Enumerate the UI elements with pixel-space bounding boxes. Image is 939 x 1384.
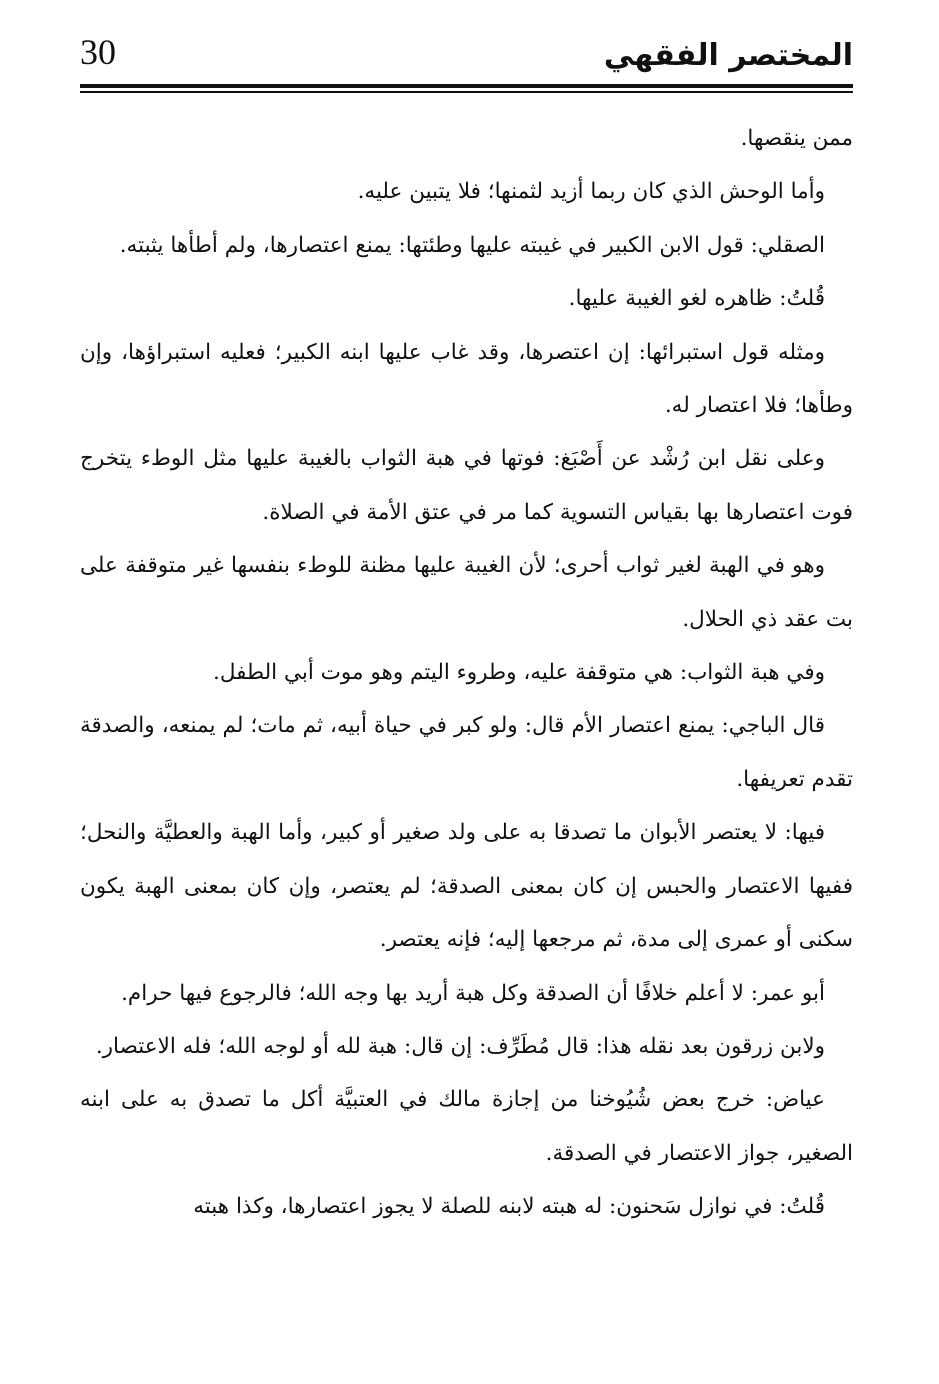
- paragraph-1: ممن ينقصها.: [740, 126, 853, 151]
- paragraph-3: الصقلي: قول الابن الكبير في غيبته عليها وطئتها: يمنع اعتصارها، ولم أطأها يثبته.: [119, 232, 825, 258]
- page-body: [80, 112, 853, 1234]
- header-rule-thin: [80, 91, 853, 93]
- paragraph-4: قُلتُ: ظاهره لغو الغيبة عليها.: [568, 286, 825, 312]
- paragraph-13: عياض: خرج بعض شُيُوخنا من إجازة مالك في العتبيَّة أكل ما تصدق به على ابنه الصغير، جواز الاعتصار في الصدقة.: [80, 1087, 853, 1166]
- paragraph-14: قُلتُ: في نوازل سَحنون: له هبته لابنه للصلة لا يجوز اعتصارها، وكذا هبته: [193, 1194, 825, 1220]
- running-title: المختصر الفقهي: [603, 38, 853, 73]
- paragraph-9: قال الباجي: يمنع اعتصار الأم قال: ولو كبر في حياة أبيه، ثم مات؛ لم يمنعه، والصدقة تقدم تعريفها.: [80, 713, 853, 792]
- paragraph-2: وأما الوحش الذي كان ربما أزيد لثمنها؛ فلا يتبين عليه.: [357, 179, 825, 205]
- paragraph-10: فيها: لا يعتصر الأبوان ما تصدقا به على ولد صغير أو كبير، وأما الهبة والعطيَّة والنحل؛ ففيها الاعتصار والحبس إن كان بمعنى الصدقة؛ لم يعتصر، وإن كان بمعنى الهبة يكون سكنى أو عمرى إلى مدة، ثم مرجعها إليه؛ فإنه يعتصر.: [80, 820, 853, 953]
- page-header: [80, 26, 853, 96]
- paragraph-11: أبو عمر: لا أعلم خلافًا أن الصدقة وكل هبة أريد بها وجه الله؛ فالرجوع فيها حرام.: [121, 980, 825, 1006]
- paragraph-12: ولابن زرقون بعد نقله هذا: قال مُطَرِّف: إن قال: هبة لله أو لوجه الله؛ فله الاعتصار.: [95, 1033, 825, 1059]
- header-rule-thick: [80, 84, 853, 88]
- paragraph-5: ومثله قول استبرائها: إن اعتصرها، وقد غاب عليها ابنه الكبير؛ فعليه استبراؤها، وإن وطأها؛ فلا اعتصار له.: [80, 339, 853, 419]
- page-number: 30: [80, 32, 116, 72]
- paragraph-6: وعلى نقل ابن رُشْد عن أَصْبَغ: فوتها في هبة الثواب بالغيبة عليها مثل الوطء يتخرج فوت اعتصارها بها بقياس التسوية كما مر في عتق الأمة في الصلاة.: [80, 446, 853, 525]
- paragraph-8: وفي هبة الثواب: هي متوقفة عليه، وطروء اليتم وهو موت أبي الطفل.: [212, 660, 825, 686]
- paragraph-7: وهو في الهبة لغير ثواب أحرى؛ لأن الغيبة عليها مظنة للوطء بنفسها غير متوقفة على بت عقد ذي الحلال.: [80, 553, 853, 632]
